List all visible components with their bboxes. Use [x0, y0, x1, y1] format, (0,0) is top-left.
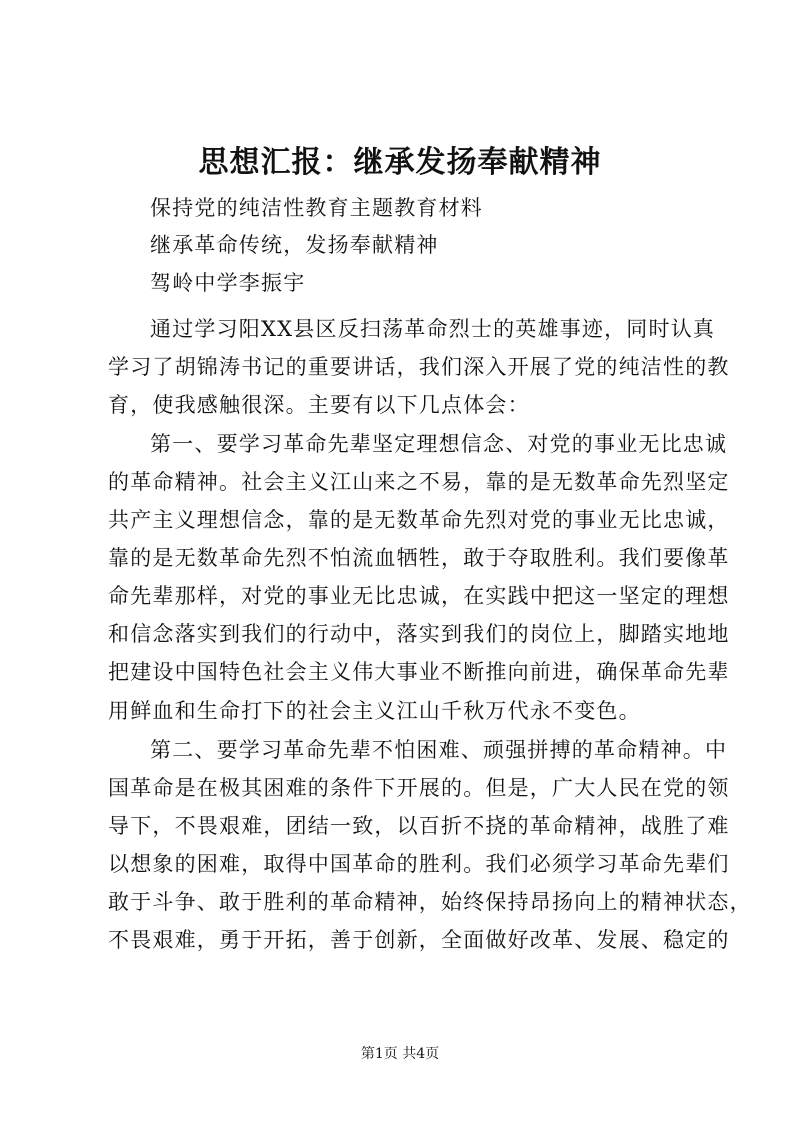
- body-line: 用鲜血和生命打下的社会主义江山千秋万代永不变色。: [108, 699, 641, 723]
- body-line: 导下，不畏艰难，团结一致，以百折不挠的革命精神，战胜了难: [108, 814, 730, 838]
- body-line: 学习了胡锦涛书记的重要讲话，我们深入开展了党的纯洁性的教: [108, 355, 730, 379]
- body-line: 的革命精神。社会主义江山来之不易，靠的是无数革命先烈坚定: [108, 470, 730, 494]
- body-line: 通过学习阳XX县区反扫荡革命烈士的英雄事迹，同时认真: [150, 317, 716, 341]
- page-footer: 第1页 共4页: [360, 1046, 440, 1062]
- body-line: 和信念落实到我们的行动中，落实到我们的岗位上，脚踏实地地: [108, 622, 730, 646]
- body-line: 第二、要学习革命先辈不怕困难、顽强拼搏的革命精神。中: [150, 738, 728, 762]
- subtitle-line: 继承革命传统，发扬奉献精神: [150, 233, 439, 257]
- body-line: 把建设中国特色社会主义伟大事业不断推向前进，确保革命先辈: [108, 660, 730, 684]
- body-line: 命先辈那样，对党的事业无比忠诚，在实践中把这一坚定的理想: [108, 584, 730, 608]
- author-line: 驾岭中学李振宇: [150, 271, 306, 295]
- body-line: 敢于斗争、敢于胜利的革命精神，始终保持昂扬向上的精神状态，: [108, 890, 752, 914]
- body-line: 第一、要学习革命先辈坚定理想信念、对党的事业无比忠诚: [150, 432, 728, 456]
- subtitle-line: 保持党的纯洁性教育主题教育材料: [150, 196, 483, 220]
- body-line: 共产主义理想信念，靠的是无数革命先烈对党的事业无比忠诚，: [108, 508, 730, 532]
- document-title: 思想汇报：继承发扬奉献精神: [198, 145, 602, 180]
- body-line: 不畏艰难，勇于开拓，善于创新，全面做好改革、发展、稳定的: [108, 928, 730, 952]
- body-line: 国革命是在极其困难的条件下开展的。但是，广大人民在党的领: [108, 776, 730, 800]
- body-line: 以想象的困难，取得中国革命的胜利。我们必须学习革命先辈们: [108, 852, 730, 876]
- body-line: 靠的是无数革命先烈不怕流血牺牲，敢于夺取胜利。我们要像革: [108, 546, 730, 570]
- body-line: 育，使我感触很深。主要有以下几点体会：: [108, 393, 530, 417]
